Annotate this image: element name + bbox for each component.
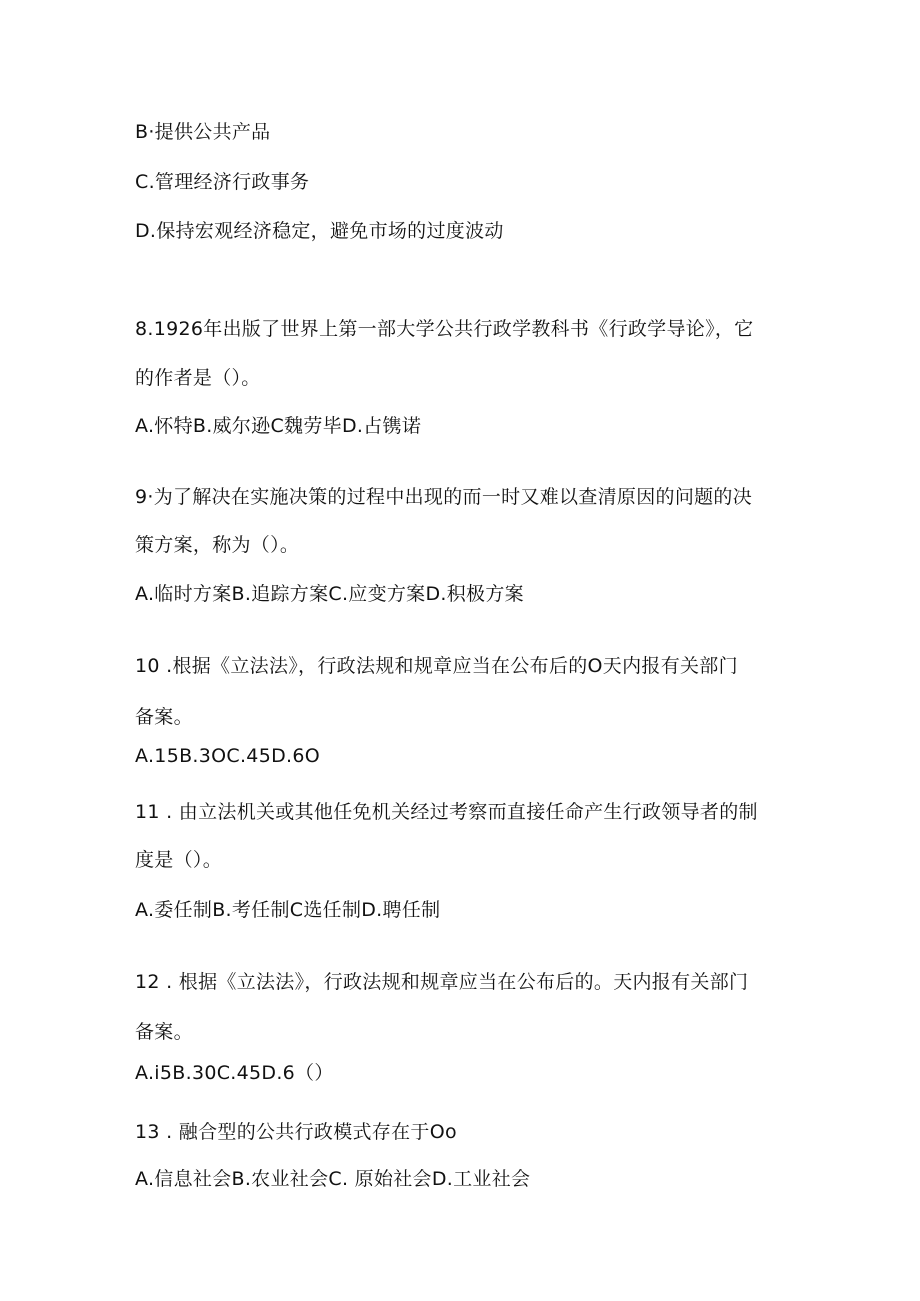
question-8-text-cont: 的作者是（）。 — [135, 367, 261, 389]
question-8-text: 8.1926年出版了世界上第一部大学公共行政学教科书《行政学导论》，它 — [135, 318, 754, 340]
question-11-options: A.委任制B.考任制C选任制D.聘任制 — [135, 899, 441, 921]
question-10-options: A.15B.3OC.45D.6O — [135, 745, 320, 767]
question-10-text: 10 .根据《立法法》，行政法规和规章应当在公布后的O天内报有关部门 — [135, 655, 738, 677]
question-9-text: 9·为了解决在实施决策的过程中出现的而一时又难以查清原因的问题的决 — [135, 486, 753, 508]
question-9-options: A.临时方案B.追踪方案C.应变方案D.积极方案 — [135, 583, 524, 605]
question-12-options: A.i5B.30C.45D.6（） — [135, 1062, 334, 1084]
option-b-line: B·提供公共产品 — [135, 121, 271, 143]
question-8-options: A.怀特B.威尔逊C魏劳毕D.占镌诺 — [135, 415, 422, 437]
question-13-options: A.信息社会B.农业社会C. 原始社会D.工业社会 — [135, 1168, 531, 1190]
question-13-text: 13 . 融合型的公共行政模式存在于Oo — [135, 1121, 457, 1143]
question-11-text: 11 . 由立法机关或其他任免机关经过考察而直接任命产生行政领导者的制 — [135, 801, 758, 823]
option-d-line: D.保持宏观经济稳定，避免市场的过度波动 — [135, 220, 504, 242]
question-12-text-cont: 备案。 — [135, 1021, 193, 1043]
question-10-text-cont: 备案。 — [135, 706, 193, 728]
question-11-text-cont: 度是（）。 — [135, 849, 223, 871]
option-c-line: C.管理经济行政事务 — [135, 171, 310, 193]
question-9-text-cont: 策方案，称为（）。 — [135, 534, 300, 556]
question-12-text: 12 . 根据《立法法》，行政法规和规章应当在公布后的。天内报有关部门 — [135, 971, 749, 993]
